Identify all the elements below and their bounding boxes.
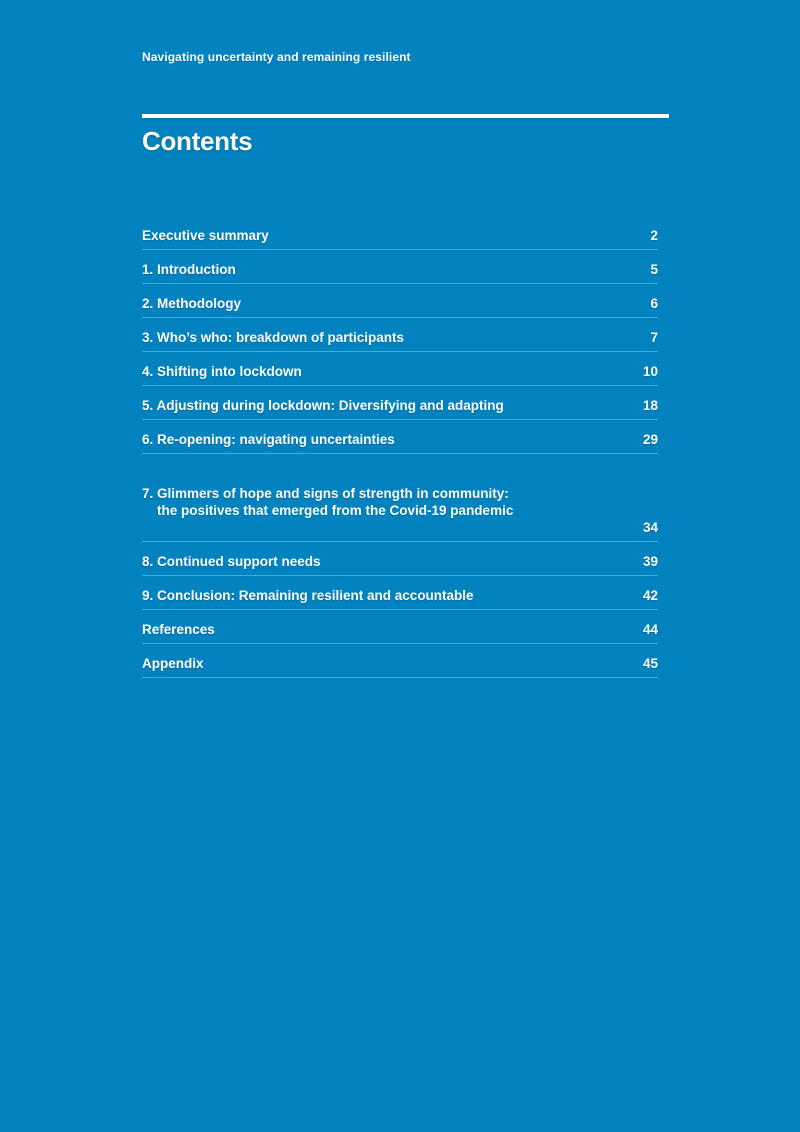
toc-entry-re-opening[interactable] xyxy=(142,420,658,454)
toc-entry-continued-support-needs[interactable] xyxy=(142,542,658,576)
toc-entry-references[interactable] xyxy=(142,610,658,644)
toc-entry-title: 9. Conclusion: Remaining resilient and accountable xyxy=(142,588,474,603)
table-of-contents xyxy=(142,216,658,678)
toc-entry-methodology[interactable] xyxy=(142,284,658,318)
toc-entry-title: 6. Re-opening: navigating uncertainties xyxy=(142,432,395,447)
toc-entry-page: 5 xyxy=(650,262,658,277)
toc-entry-title: 5. Adjusting during lockdown: Diversifying and adapting xyxy=(142,398,504,413)
toc-entry-title: References xyxy=(142,622,215,637)
toc-entry-title: 4. Shifting into lockdown xyxy=(142,364,302,379)
toc-entry-title: 2. Methodology xyxy=(142,296,241,311)
toc-entry-glimmers-of-hope[interactable] xyxy=(142,454,658,542)
toc-entry-shifting-into-lockdown[interactable] xyxy=(142,352,658,386)
toc-entry-executive-summary[interactable] xyxy=(142,216,658,250)
toc-entry-title: 1. Introduction xyxy=(142,262,236,277)
toc-entry-page: 42 xyxy=(642,588,658,603)
toc-entry-page: 10 xyxy=(642,364,658,379)
page-title: Contents xyxy=(142,126,253,156)
toc-entry-introduction[interactable] xyxy=(142,250,658,284)
toc-entry-title-line2: the positives that emerged from the Covid-19 pandemic xyxy=(157,503,514,518)
toc-entry-page: 39 xyxy=(642,554,658,569)
toc-entry-page: 45 xyxy=(642,656,658,671)
toc-entry-page: 34 xyxy=(642,520,658,535)
toc-entry-title: Appendix xyxy=(142,656,204,671)
toc-entry-page: 2 xyxy=(650,228,658,243)
toc-entry-whos-who[interactable] xyxy=(142,318,658,352)
toc-entry-title-line1: 7. Glimmers of hope and signs of strength in community: xyxy=(142,486,509,501)
toc-entry-page: 44 xyxy=(642,622,658,637)
toc-entry-title: Executive summary xyxy=(142,228,269,243)
toc-entry-adjusting-during-lockdown[interactable] xyxy=(142,386,658,420)
toc-entry-title xyxy=(142,468,533,536)
toc-entry-appendix[interactable] xyxy=(142,644,658,678)
toc-entry-conclusion[interactable] xyxy=(142,576,658,610)
toc-entry-title: 3. Who’s who: breakdown of participants xyxy=(142,330,405,345)
toc-entry-page: 6 xyxy=(650,296,658,311)
title-rule xyxy=(142,114,669,118)
toc-entry-page: 18 xyxy=(642,398,658,413)
toc-entry-title: 8. Continued support needs xyxy=(142,554,321,569)
toc-entry-page: 29 xyxy=(642,432,658,447)
running-header: Navigating uncertainty and remaining resilient xyxy=(142,50,411,64)
toc-entry-page: 7 xyxy=(650,330,658,345)
